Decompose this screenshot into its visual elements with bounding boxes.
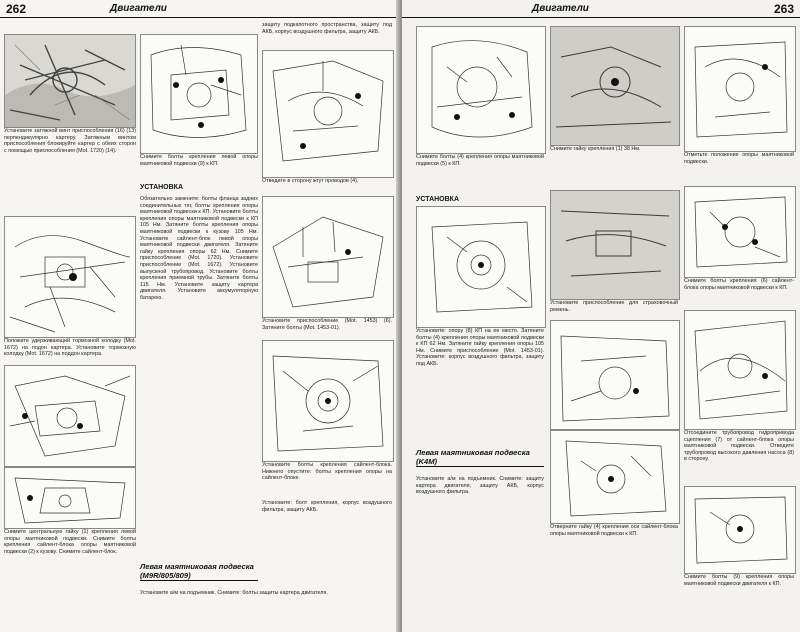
caption-gearbox-mount: Снимите болты (4) крепления опоры маятниковой подвески (5) к КП. xyxy=(416,154,544,167)
engine-photo-fixture xyxy=(4,34,136,128)
section-left-mount-k4m: Левая маятниковая подвеска (K4M) xyxy=(416,448,544,467)
gearbox-mount-drawing xyxy=(416,26,546,154)
caption-brake-pad: Положите удерживающий тормозной колодку (Mot. 1672) на подон картера. Установите тормозную колодку (Mot. 1672) на поддон картера. xyxy=(4,338,136,358)
caption-center-nut: Снимите центральную гайку (1) крепления левой опоры маятниковой подвески. Снимите болты крепления сайлент-блока опоры маятниковой подвески (2) к кузову. Снимите сайлент-блок. xyxy=(4,529,136,555)
caption-safety-strap: Установите приспособление для страховочный ремень. xyxy=(550,300,678,313)
nut-removal-photo xyxy=(550,26,680,146)
caption-nut-removal: Снимите гайку крепления (1) 38 Нм. xyxy=(550,146,641,152)
right-page-header xyxy=(402,0,800,18)
pipe-drawing xyxy=(684,26,796,152)
left-mount-bolts-drawing xyxy=(140,34,258,154)
right-page-number: 263 xyxy=(773,2,794,16)
bolts-6-drawing xyxy=(684,186,796,278)
caption-fixture: Установите затяжной винт приспособления (16) (13) перпендикулярно картеру. Затяжным винтом приспособления блокируйте картер с обеих сторон с помощью приспособления (Mot. 1720) (14). xyxy=(4,128,136,154)
brake-pad-drawing xyxy=(4,216,136,338)
caption-left-mount-bolts: Снимите болты крепления левой опоры маятниковой подвески (9) к КП. xyxy=(140,154,258,167)
caption-bolts-6: Снимите болты крепления (6) сайлент-блока опоры маятниковой подвески к КП. xyxy=(684,278,794,291)
section-left-mount-m9r: Левая маятниковая подвеска (M9R/805/809) xyxy=(140,562,258,581)
mount-drawing-2 xyxy=(4,467,136,529)
mount-drawing-1 xyxy=(4,365,136,467)
left-page xyxy=(0,0,398,632)
left-page-header xyxy=(0,0,398,18)
left-page-number: 262 xyxy=(6,2,27,16)
wiring-harness-drawing xyxy=(262,50,394,178)
clutch-pipe-drawing xyxy=(684,310,796,430)
top-text-col3: защиту подкапотного пространства, защиту под АКБ, корпус воздушного фильтра, защиту АКБ. xyxy=(262,22,392,35)
section-installation-right: УСТАНОВКА xyxy=(416,196,460,203)
caption-bolts-9: Снимите болты (9) крепления опоры маятниковой подвески двигателя к КП. xyxy=(684,574,794,587)
installation-text-left: Обязательно замените: болты фланца задних соединительных тяг, болты крепления опоры маятниковой подвески к КП. Установите болты крепления опоры маятниковой подвески к КП 105 Нм. Затяните болты крепления опоры маятниковой подвески к кузову 105 Нм. Установите сайлент-блок левой опоры маятниковой подвески двигателя. Затяните гайку крепления опоры 62 Нм. Снимите приспособление (Mot. 1720). Установите приспособление (Mot. 1672). Установите выпускной трубопровод. Установите болты крепления приемной трубы. Затяните болты 115 Нм. Установите защиту картера двигателя. Установите аккумуляторную батарею. xyxy=(140,196,258,301)
fixture-1453-drawing xyxy=(262,196,394,318)
running-title-right: Двигатели xyxy=(532,3,589,14)
silentblock-nut-drawing xyxy=(550,430,680,524)
caption-wiring: Отведите в сторону жгут проводов (4). xyxy=(262,178,359,184)
caption-clutch-pipe: Отсоедините трубопровод гидропривода сцепления (7) от сайлент-блока опоры маятниковой подвески. Отведите трубопровод высокого давления насоса (8) в сторону. xyxy=(684,430,794,463)
caption-fixture-1453: Установите приспособление (Mot. 1453) (6). Затяните болты (Mot. 1453-01). xyxy=(262,318,392,331)
running-title-left: Двигатели xyxy=(110,3,167,14)
caption-silentblock-nut: Отверните гайку (4) крепления оси сайлент-блока опоры маятниковой подвески к КП. xyxy=(550,524,678,537)
caption-install-mount: Установите: опору (8) КП на ее место. Затяните болты (4) крепления опоры маятниковой подвески к КП 62 Нм. Затяните гайку крепления опоры 105 Нм. Снимите приспособление (Mot. 1453-01). Установите: корпус воздушного фильтра, защиту под АКБ. xyxy=(416,328,544,367)
section-installation-left: УСТАНОВКА xyxy=(140,184,184,191)
bottom-text-right: Установите а/м на подъемник. Снимите: защиту картера двигателя, защиту АКБ, корпус воздушного фильтра. xyxy=(416,476,544,496)
caption-air-filter: Установите: болт крепления, корпус воздушного фильтра, защиту АКБ. xyxy=(262,500,392,513)
right-page xyxy=(402,0,800,632)
install-mount-drawing xyxy=(416,206,546,328)
safety-strap-photo xyxy=(550,190,680,300)
silentblock-drawing xyxy=(262,340,394,462)
bolts-9-drawing xyxy=(684,486,796,574)
mount-position-drawing xyxy=(550,320,680,430)
caption-silentblock: Установите болты крепления сайлент-блока. Нижнего опустите: болты крепления опоры на сайлент-блоке. xyxy=(262,462,392,482)
bottom-text-left: Установите а/м на подъемник. Снимите: болты защиты картера двигателя. xyxy=(140,590,328,596)
caption-mount-position: Отметьте положение опоры маятниковой подвески. xyxy=(684,152,794,165)
